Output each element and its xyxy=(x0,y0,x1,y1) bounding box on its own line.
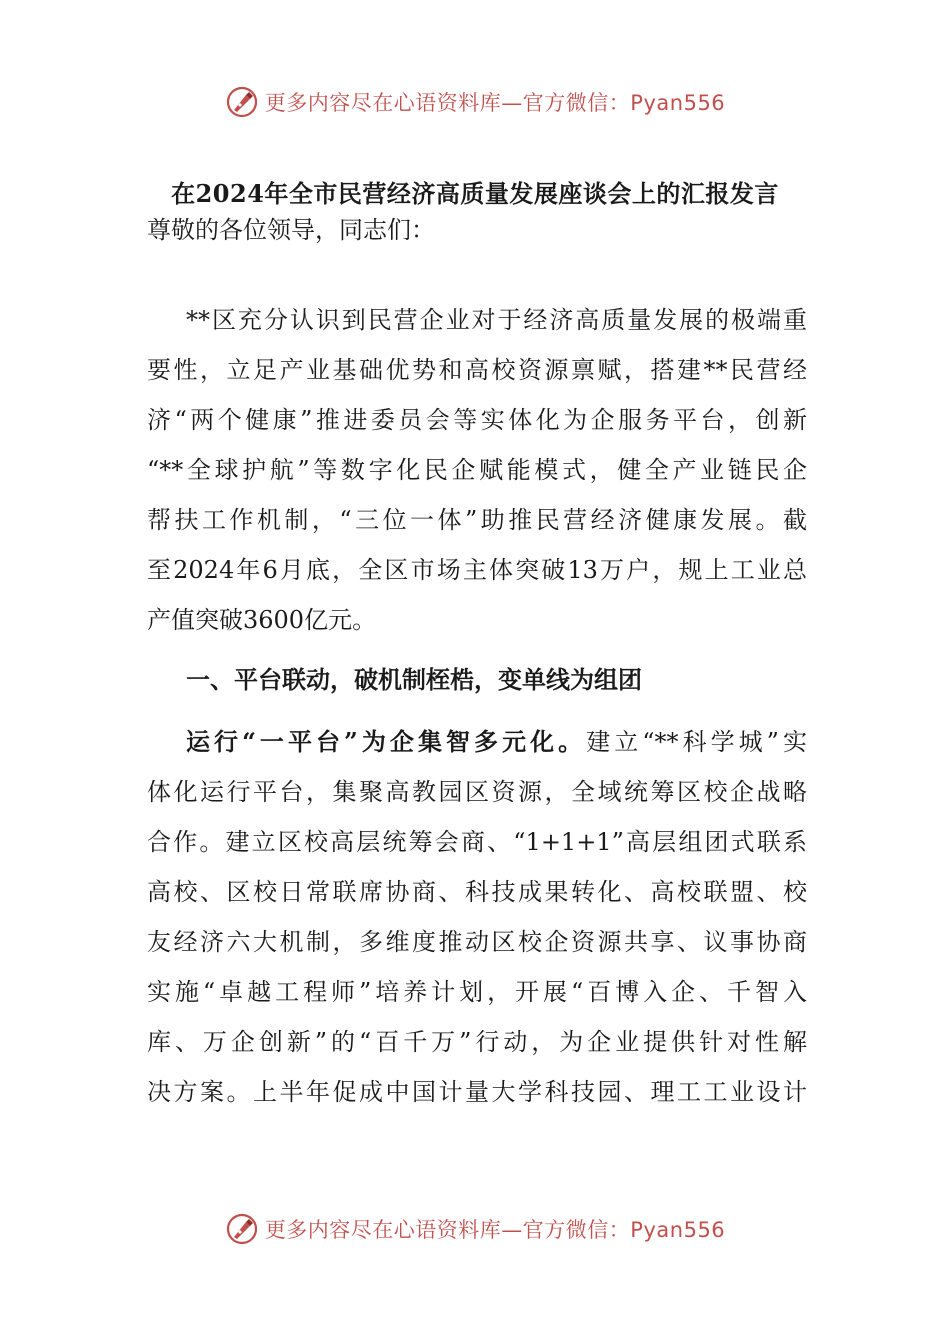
salutation: 尊敬的各位领导，同志们： xyxy=(147,216,435,244)
section-line: 库、万企创新”的“百千万”行动，为企业提供针对性解 xyxy=(147,1028,807,1056)
section-line: 决方案。上半年促成中国计量大学科技园、理工工业设计 xyxy=(147,1078,807,1106)
document-title: 在2024年全市民营经济高质量发展座谈会上的汇报发言 xyxy=(171,179,779,208)
intro-line: 要性，立足产业基础优势和高校资源禀赋，搭建**民营经 xyxy=(147,356,807,384)
section-lead-line xyxy=(186,722,807,762)
section-line: 合作。建立区校高层统筹会商、“1+1+1”高层组团式联系 xyxy=(147,828,807,856)
section-line: 友经济六大机制，多维度推动区校企资源共享、议事协商 xyxy=(147,928,807,956)
section-line: 体化运行平台，集聚高教园区资源，全域统筹区校企战略 xyxy=(147,778,807,806)
section-line: 高校、区校日常联席协商、科技成果转化、高校联盟、校 xyxy=(147,878,807,906)
pen-nib-logo-icon xyxy=(225,1212,259,1246)
intro-line: 帮扶工作机制，“三位一体”助推民营经济健康发展。截 xyxy=(147,506,807,534)
intro-line: 至2024年6月底，全区市场主体突破13万户，规上工业总 xyxy=(147,556,807,584)
watermark-banner-top xyxy=(0,82,950,122)
intro-line: “**全球护航”等数字化民企赋能模式，健全产业链民企 xyxy=(147,456,807,484)
watermark-banner-bottom xyxy=(0,1209,950,1249)
intro-line: **区充分认识到民营企业对于经济高质量发展的极端重 xyxy=(186,306,807,334)
pen-nib-logo-icon xyxy=(225,85,259,119)
watermark-text: 更多内容尽在心语资料库—官方微信：Pyan556 xyxy=(264,1218,726,1242)
watermark-text: 更多内容尽在心语资料库—官方微信：Pyan556 xyxy=(264,91,726,115)
section-line: 实施“卓越工程师”培养计划，开展“百博入企、千智入 xyxy=(147,978,807,1006)
intro-line: 产值突破3600亿元。 xyxy=(147,606,377,634)
section-heading: 一、平台联动，破机制桎梏，变单线为组团 xyxy=(186,665,642,694)
intro-line: 济“两个健康”推进委员会等实体化为企服务平台，创新 xyxy=(147,406,807,434)
section-lead-bold: 运行“一平台”为企集智多元化。 xyxy=(186,727,587,756)
section-lead-rest: 建立“**科学城”实 xyxy=(586,728,807,756)
